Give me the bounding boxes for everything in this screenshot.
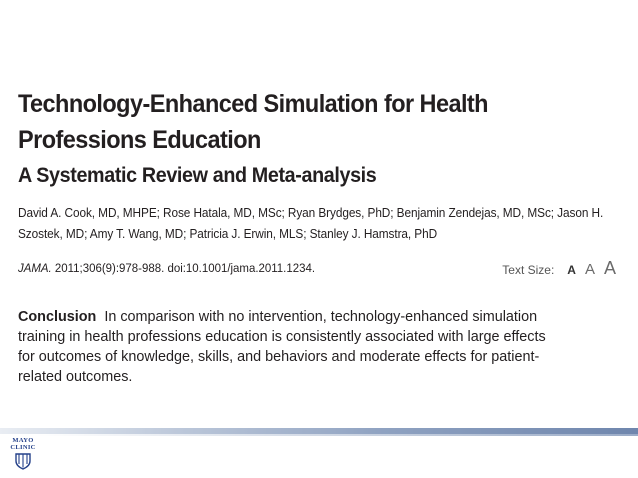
conclusion-text-1: In comparison with no intervention, technology-enhanced simulation bbox=[104, 309, 538, 325]
text-size-control bbox=[502, 258, 616, 279]
mayo-shield-icon bbox=[14, 452, 32, 470]
authors-line-2: Szostek, MD; Amy T. Wang, MD; Patricia J. Erwin, MLS; Stanley J. Hamstra, PhD bbox=[18, 227, 438, 241]
logo-word-mayo: MAYO bbox=[12, 437, 34, 444]
title-line-1: Technology-Enhanced Simulation for Health bbox=[18, 90, 488, 118]
text-size-medium-button[interactable]: A bbox=[584, 261, 595, 278]
author-list bbox=[18, 203, 620, 245]
citation-journal: JAMA. bbox=[18, 261, 52, 275]
citation-details: 2011;306(9):978-988. doi:10.1001/jama.2011.1234. bbox=[51, 261, 316, 275]
citation bbox=[18, 261, 315, 275]
conclusion-paragraph bbox=[18, 307, 616, 387]
article-title bbox=[18, 86, 582, 158]
conclusion-line-1 bbox=[18, 307, 616, 327]
conclusion-line-3: for outcomes of knowledge, skills, and behaviors and moderate effects for patient- bbox=[18, 349, 540, 365]
conclusion-line-2: training in health professions education is consistently associated with large effects bbox=[18, 329, 546, 345]
footer-divider-thin bbox=[36, 434, 638, 436]
mayo-clinic-logo bbox=[6, 437, 40, 470]
article-subtitle: A Systematic Review and Meta-analysis bbox=[18, 164, 377, 187]
conclusion-line-4: related outcomes. bbox=[18, 369, 133, 385]
text-size-large-button[interactable]: A bbox=[603, 258, 616, 278]
text-size-small-button[interactable]: A bbox=[567, 263, 576, 277]
text-size-label: Text Size: bbox=[502, 263, 555, 277]
conclusion-heading: Conclusion bbox=[18, 309, 97, 325]
logo-word-clinic: CLINIC bbox=[10, 444, 36, 451]
authors-line-1: David A. Cook, MD, MHPE; Rose Hatala, MD, MSc; Ryan Brydges, PhD; Benjamin Zendejas, MD, MSc; Jason H. bbox=[18, 206, 604, 220]
title-line-2: Professions Education bbox=[18, 126, 261, 154]
